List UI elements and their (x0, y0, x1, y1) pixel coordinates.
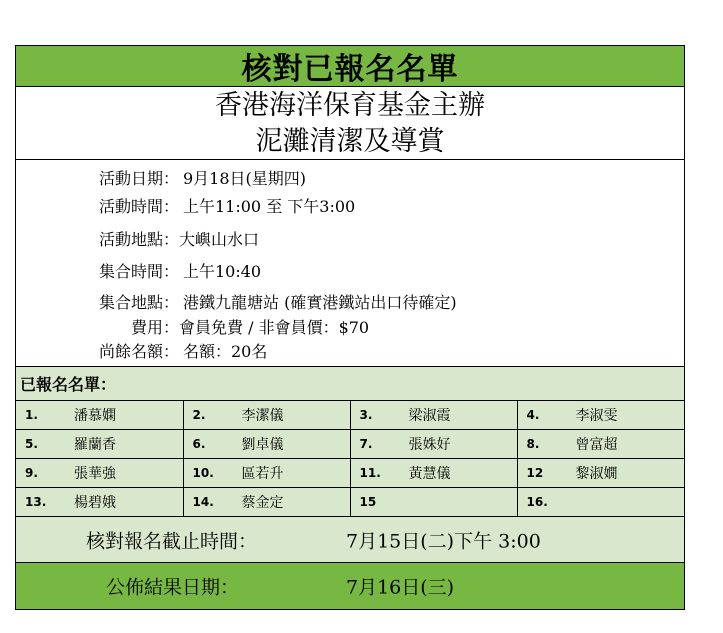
registrant-number: 3. (359, 408, 373, 422)
registrant-cell (16, 430, 183, 459)
info-label: 活動日期： (98, 168, 179, 188)
info-label: 費用： (130, 317, 179, 337)
deadline-row (16, 517, 684, 563)
info-label: 集合時間： (98, 261, 179, 281)
info-value: 名額：20名 (183, 341, 268, 361)
organizer-line: 香港海洋保育基金主辦 (215, 90, 485, 121)
info-row-meet-place (16, 290, 684, 312)
registrant-name: 李淑雯 (575, 408, 618, 424)
info-row-date (16, 166, 684, 188)
registrant-cell (183, 488, 350, 517)
deadline-value: 7月15日(二)下午 3:00 (346, 530, 541, 552)
registrant-number: 10. (192, 466, 214, 480)
registrant-number: 7. (359, 437, 373, 451)
registrant-number: 14. (192, 495, 214, 509)
registrant-name: 李潔儀 (241, 408, 284, 424)
registrant-name: 張姝好 (408, 437, 451, 453)
registrant-name: 黎淑嫺 (575, 466, 618, 482)
registrant-number: 5. (25, 437, 38, 451)
info-row-fee (16, 315, 684, 337)
registrant-number: 9. (25, 466, 38, 480)
registrant-cell (350, 401, 517, 430)
registrant-number: 16. (526, 495, 548, 509)
registrant-cell (16, 459, 183, 488)
registrant-name: 劉卓儀 (241, 437, 284, 453)
event-name: 泥灘清潔及導賞 (255, 126, 445, 157)
info-value: 上午10:40 (183, 261, 262, 281)
registrant-cell (183, 430, 350, 459)
info-value: 港鐵九龍塘站 (確實港鐵站出口待確定) (183, 292, 457, 312)
registrant-cell (183, 401, 350, 430)
info-value: 上午11:00 至 下午3:00 (183, 196, 356, 216)
registrant-name: 曾富超 (575, 437, 618, 453)
info-label: 活動時間： (98, 196, 179, 216)
registrant-name: 張華強 (74, 466, 116, 482)
registrant-name: 黃慧儀 (408, 466, 451, 482)
info-row-location (16, 227, 684, 249)
deadline-label: 核對報名截止時間： (86, 530, 258, 552)
info-value: 大嶼山水口 (179, 229, 260, 249)
info-row-meet-time (16, 259, 684, 281)
registrant-number: 2. (192, 408, 206, 422)
info-label: 集合地點： (98, 292, 179, 312)
event-heading (16, 87, 684, 160)
info-label: 活動地點： (98, 229, 179, 249)
table-row (16, 488, 684, 517)
registrant-cell (517, 401, 684, 430)
registrant-number: 1. (25, 408, 38, 422)
table-row (16, 401, 684, 430)
registrant-cell (16, 488, 183, 517)
registrant-cell (350, 488, 517, 517)
registrant-number: 11. (359, 466, 381, 480)
info-label: 尚餘名額： (98, 341, 179, 361)
info-value: 9月18日(星期四) (183, 168, 307, 188)
title-bar (16, 46, 684, 87)
registered-list-label: 已報名名單： (20, 375, 117, 394)
registrant-cell (517, 459, 684, 488)
registrant-cell (16, 401, 183, 430)
registrant-name: 區若升 (241, 466, 284, 482)
registrant-name: 楊碧娥 (74, 495, 116, 511)
table-row (16, 459, 684, 488)
registrant-number: 15 (359, 495, 377, 509)
registrant-number: 4. (526, 408, 540, 422)
registrant-table (16, 401, 684, 517)
registration-sheet (15, 45, 685, 610)
announcement-label: 公佈結果日期： (106, 576, 240, 599)
registrant-number: 8. (526, 437, 540, 451)
announcement-value: 7月16日(三) (346, 576, 455, 599)
registered-list-header (16, 367, 684, 401)
event-info (16, 160, 684, 367)
info-value: 會員免費 / 非會員價：$70 (179, 317, 370, 337)
registrant-name: 梁淑霞 (408, 408, 451, 424)
registrant-cell (350, 430, 517, 459)
registrant-name: 蔡金定 (241, 495, 284, 511)
registrant-cell (350, 459, 517, 488)
registrant-cell (517, 488, 684, 517)
registrant-name: 羅蘭香 (74, 437, 116, 453)
registrant-cell (517, 430, 684, 459)
info-row-time (16, 194, 684, 216)
registrant-cell (183, 459, 350, 488)
registrant-number: 13. (25, 495, 47, 509)
announcement-row (16, 563, 684, 609)
info-row-quota (16, 339, 684, 361)
table-row (16, 430, 684, 459)
registrant-number: 12 (526, 466, 544, 480)
page-title: 核對已報名名單 (241, 52, 459, 87)
registrant-name: 潘慕嫻 (74, 408, 116, 424)
registrant-number: 6. (192, 437, 206, 451)
